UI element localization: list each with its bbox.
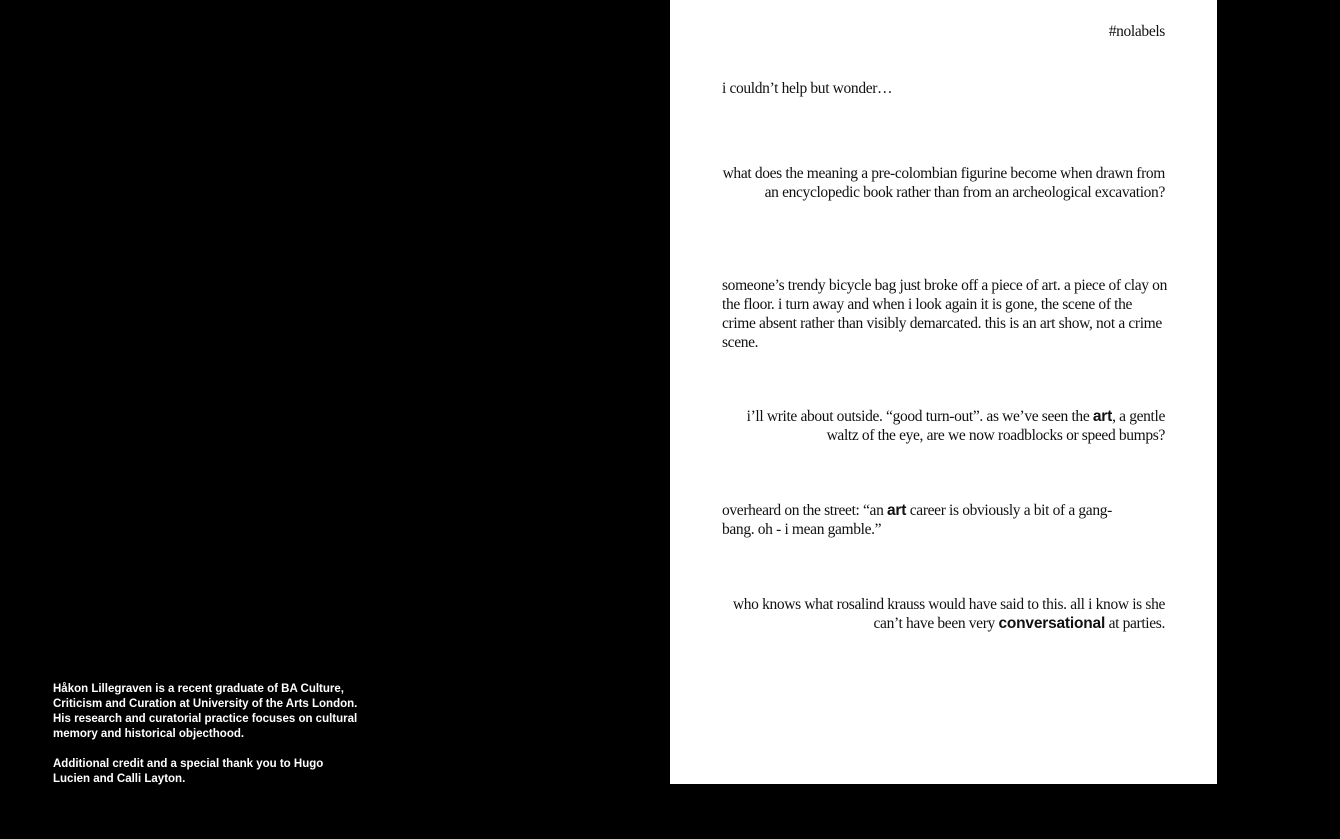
bicycle-bag-paragraph: someone’s trendy bicycle bag just broke off a piece of art. a piece of clay on the floor. i turn away and when i look again it is gone, the scene of the crime absent rather than visibly demarcated. this is an art show, not a crime scene.: [722, 277, 1167, 351]
emphasis-word: conversational: [998, 615, 1106, 632]
text-page: [670, 0, 1217, 784]
text-run: i’ll write about outside. “good turn-out”. as we’ve seen the: [746, 408, 1093, 425]
hashtag: #nolabels: [1108, 23, 1165, 40]
text-run: , a gentle waltz of the eye, are we now roadblocks or speed bumps?: [826, 408, 1165, 444]
emphasis-word: art: [887, 502, 907, 519]
text-run: career is obviously a bit of a gang-bang. oh - i mean gamble.”: [722, 502, 1112, 538]
figurine-paragraph: what does the meaning a pre-colombian figurine become when drawn from an encyclopedic book rather than from an archeological excavation?: [722, 165, 1165, 201]
opening-line: i couldn’t help but wonder…: [722, 80, 893, 97]
text-run: who knows what rosalind krauss would have said to this. all i know is she can’t have been very: [732, 596, 1165, 632]
overheard-paragraph: [722, 501, 1142, 539]
krauss-paragraph: [722, 595, 1165, 633]
text-run: overheard on the street: “an: [722, 502, 888, 519]
emphasis-word: art: [1092, 408, 1113, 425]
outside-paragraph: [722, 407, 1165, 445]
author-bio-paragraph: Håkon Lillegraven is a recent graduate of BA Culture, Criticism and Curation at University of the Arts London. His research and curatorial practice focuses on cultural memory and historical objecthood.: [53, 683, 358, 740]
credits-paragraph: Additional credit and a special thank you to Hugo Lucien and Calli Layton.: [53, 758, 324, 785]
text-run: at parties.: [1105, 615, 1165, 632]
author-bio: [53, 682, 363, 787]
